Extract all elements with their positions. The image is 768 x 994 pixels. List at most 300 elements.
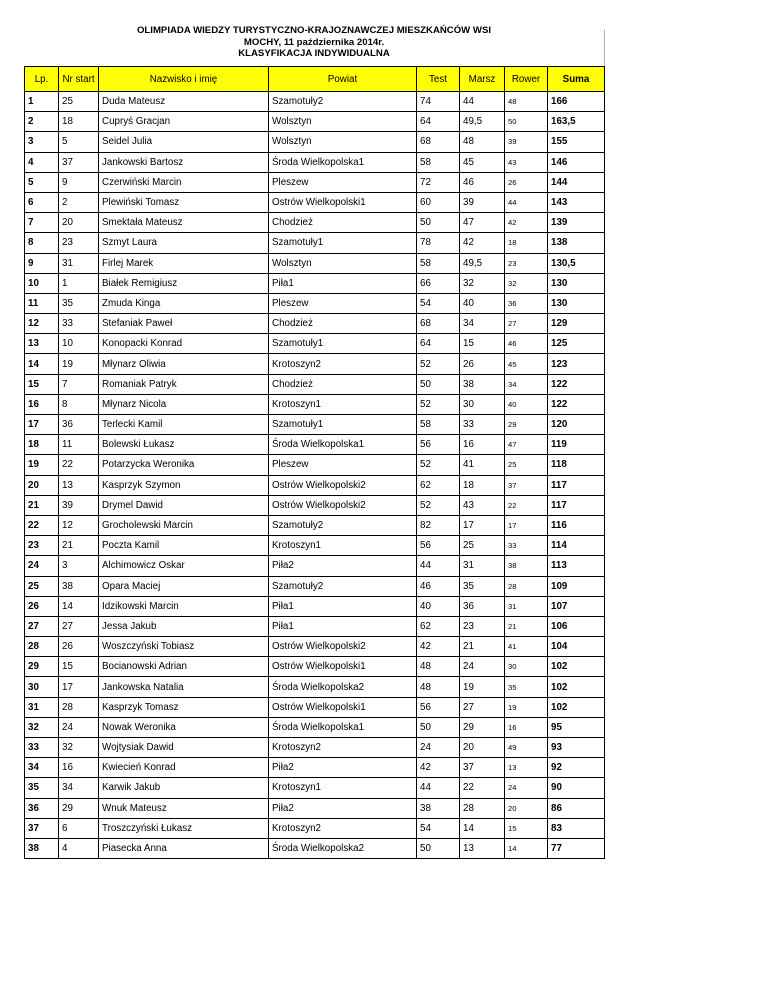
cell-rower: 43 [505, 152, 548, 172]
cell-test: 64 [417, 112, 460, 132]
cell-rower: 41 [505, 637, 548, 657]
cell-lp: 11 [25, 293, 59, 313]
col-header-name: Nazwisko i imię [99, 67, 269, 92]
cell-powiat: Piła2 [269, 556, 417, 576]
cell-powiat: Wolsztyn [269, 253, 417, 273]
cell-suma: 117 [548, 475, 605, 495]
cell-powiat: Pleszew [269, 455, 417, 475]
cell-powiat: Ostrów Wielkopolski2 [269, 475, 417, 495]
cell-rower: 49 [505, 738, 548, 758]
cell-powiat: Krotoszyn2 [269, 738, 417, 758]
results-table [24, 66, 605, 859]
cell-powiat: Szamotuły1 [269, 415, 417, 435]
cell-lp: 29 [25, 657, 59, 677]
cell-test: 68 [417, 132, 460, 152]
cell-powiat: Wolsztyn [269, 132, 417, 152]
cell-name: Karwik Jakub [99, 778, 269, 798]
cell-marsz: 29 [460, 717, 505, 737]
cell-suma: 125 [548, 334, 605, 354]
cell-test: 50 [417, 213, 460, 233]
cell-test: 72 [417, 172, 460, 192]
table-row [25, 838, 605, 858]
cell-marsz: 36 [460, 596, 505, 616]
cell-powiat: Szamotuły1 [269, 334, 417, 354]
cell-suma: 93 [548, 738, 605, 758]
cell-suma: 117 [548, 495, 605, 515]
cell-nr-start: 4 [59, 838, 99, 858]
table-row [25, 455, 605, 475]
cell-rower: 25 [505, 455, 548, 475]
cell-powiat: Szamotuły2 [269, 576, 417, 596]
table-row [25, 798, 605, 818]
cell-name: Kasprzyk Szymon [99, 475, 269, 495]
cell-suma: 146 [548, 152, 605, 172]
cell-nr-start: 5 [59, 132, 99, 152]
col-header-powiat: Powiat [269, 67, 417, 92]
col-header-marsz: Marsz [460, 67, 505, 92]
cell-powiat: Pleszew [269, 172, 417, 192]
cell-nr-start: 17 [59, 677, 99, 697]
cell-rower: 21 [505, 616, 548, 636]
cell-test: 46 [417, 576, 460, 596]
cell-lp: 12 [25, 314, 59, 334]
cell-marsz: 28 [460, 798, 505, 818]
cell-name: Jankowski Bartosz [99, 152, 269, 172]
cell-nr-start: 33 [59, 314, 99, 334]
cell-suma: 166 [548, 92, 605, 112]
cell-name: Bocianowski Adrian [99, 657, 269, 677]
cell-marsz: 41 [460, 455, 505, 475]
cell-rower: 48 [505, 92, 548, 112]
cell-nr-start: 16 [59, 758, 99, 778]
cell-powiat: Ostrów Wielkopolski1 [269, 697, 417, 717]
title-line-1: OLIMPIADA WIEDZY TURYSTYCZNO-KRAJOZNAWCZEJ MIESZKAŃCÓW WSI [136, 25, 492, 36]
cell-name: Wojtysiak Dawid [99, 738, 269, 758]
cell-powiat: Krotoszyn1 [269, 536, 417, 556]
cell-lp: 32 [25, 717, 59, 737]
cell-lp: 23 [25, 536, 59, 556]
cell-lp: 2 [25, 112, 59, 132]
cell-nr-start: 11 [59, 435, 99, 455]
table-row [25, 354, 605, 374]
cell-marsz: 48 [460, 132, 505, 152]
cell-lp: 37 [25, 818, 59, 838]
cell-powiat: Chodzież [269, 213, 417, 233]
cell-name: Zmuda Kinga [99, 293, 269, 313]
cell-powiat: Piła2 [269, 798, 417, 818]
cell-suma: 102 [548, 697, 605, 717]
cell-suma: 130,5 [548, 253, 605, 273]
cell-lp: 1 [25, 92, 59, 112]
cell-suma: 130 [548, 273, 605, 293]
cell-marsz: 23 [460, 616, 505, 636]
cell-name: Jessa Jakub [99, 616, 269, 636]
cell-rower: 22 [505, 495, 548, 515]
cell-powiat: Szamotuły1 [269, 233, 417, 253]
table-row [25, 132, 605, 152]
table-row [25, 394, 605, 414]
cell-suma: 139 [548, 213, 605, 233]
cell-suma: 102 [548, 677, 605, 697]
cell-marsz: 35 [460, 576, 505, 596]
cell-rower: 20 [505, 798, 548, 818]
cell-lp: 13 [25, 334, 59, 354]
cell-powiat: Piła1 [269, 616, 417, 636]
cell-nr-start: 38 [59, 576, 99, 596]
cell-name: Cupryś Gracjan [99, 112, 269, 132]
cell-nr-start: 35 [59, 293, 99, 313]
cell-powiat: Chodzież [269, 314, 417, 334]
table-row [25, 758, 605, 778]
cell-powiat: Pleszew [269, 293, 417, 313]
cell-powiat: Środa Wielkopolska2 [269, 838, 417, 858]
cell-powiat: Krotoszyn1 [269, 394, 417, 414]
table-row [25, 172, 605, 192]
cell-name: Nowak Weronika [99, 717, 269, 737]
cell-rower: 13 [505, 758, 548, 778]
cell-name: Firlej Marek [99, 253, 269, 273]
cell-nr-start: 26 [59, 637, 99, 657]
cell-lp: 35 [25, 778, 59, 798]
cell-suma: 114 [548, 536, 605, 556]
cell-test: 58 [417, 253, 460, 273]
cell-rower: 30 [505, 657, 548, 677]
cell-nr-start: 3 [59, 556, 99, 576]
cell-lp: 10 [25, 273, 59, 293]
cell-powiat: Piła1 [269, 273, 417, 293]
cell-name: Troszczyński Łukasz [99, 818, 269, 838]
cell-lp: 4 [25, 152, 59, 172]
cell-lp: 19 [25, 455, 59, 475]
results-body [25, 92, 605, 859]
cell-nr-start: 19 [59, 354, 99, 374]
table-row [25, 657, 605, 677]
cell-nr-start: 6 [59, 818, 99, 838]
cell-nr-start: 20 [59, 213, 99, 233]
cell-name: Kasprzyk Tomasz [99, 697, 269, 717]
cell-name: Duda Mateusz [99, 92, 269, 112]
cell-nr-start: 18 [59, 112, 99, 132]
cell-name: Młynarz Nicola [99, 394, 269, 414]
cell-nr-start: 24 [59, 717, 99, 737]
title-line-3: KLASYFIKACJA INDYWIDUALNA [238, 48, 390, 59]
cell-nr-start: 12 [59, 515, 99, 535]
cell-suma: 86 [548, 798, 605, 818]
cell-powiat: Wolsztyn [269, 112, 417, 132]
cell-powiat: Szamotuły2 [269, 92, 417, 112]
cell-suma: 77 [548, 838, 605, 858]
cell-test: 44 [417, 556, 460, 576]
table-row [25, 596, 605, 616]
cell-rower: 26 [505, 172, 548, 192]
cell-powiat: Ostrów Wielkopolski1 [269, 192, 417, 212]
cell-nr-start: 13 [59, 475, 99, 495]
table-row [25, 374, 605, 394]
cell-test: 58 [417, 152, 460, 172]
cell-lp: 28 [25, 637, 59, 657]
cell-rower: 29 [505, 415, 548, 435]
cell-name: Romaniak Patryk [99, 374, 269, 394]
cell-rower: 18 [505, 233, 548, 253]
cell-name: Woszczyński Tobiasz [99, 637, 269, 657]
table-row [25, 738, 605, 758]
cell-marsz: 49,5 [460, 253, 505, 273]
cell-marsz: 32 [460, 273, 505, 293]
cell-lp: 18 [25, 435, 59, 455]
cell-rower: 42 [505, 213, 548, 233]
cell-lp: 9 [25, 253, 59, 273]
document-title [24, 25, 604, 60]
cell-marsz: 22 [460, 778, 505, 798]
cell-lp: 24 [25, 556, 59, 576]
cell-lp: 33 [25, 738, 59, 758]
table-row [25, 112, 605, 132]
cell-name: Smektała Mateusz [99, 213, 269, 233]
table-row [25, 415, 605, 435]
cell-lp: 8 [25, 233, 59, 253]
cell-test: 42 [417, 637, 460, 657]
cell-suma: 106 [548, 616, 605, 636]
cell-lp: 15 [25, 374, 59, 394]
table-row [25, 818, 605, 838]
cell-lp: 26 [25, 596, 59, 616]
cell-name: Wnuk Mateusz [99, 798, 269, 818]
cell-marsz: 13 [460, 838, 505, 858]
cell-suma: 130 [548, 293, 605, 313]
cell-marsz: 37 [460, 758, 505, 778]
cell-nr-start: 36 [59, 415, 99, 435]
cell-nr-start: 7 [59, 374, 99, 394]
cell-powiat: Krotoszyn2 [269, 818, 417, 838]
cell-test: 38 [417, 798, 460, 818]
cell-suma: 116 [548, 515, 605, 535]
cell-nr-start: 10 [59, 334, 99, 354]
cell-powiat: Piła2 [269, 758, 417, 778]
cell-lp: 27 [25, 616, 59, 636]
cell-suma: 113 [548, 556, 605, 576]
cell-test: 66 [417, 273, 460, 293]
cell-lp: 14 [25, 354, 59, 374]
cell-rower: 44 [505, 192, 548, 212]
cell-marsz: 24 [460, 657, 505, 677]
cell-test: 82 [417, 515, 460, 535]
cell-name: Stefaniak Paweł [99, 314, 269, 334]
table-row [25, 293, 605, 313]
cell-lp: 21 [25, 495, 59, 515]
table-row [25, 637, 605, 657]
cell-rower: 50 [505, 112, 548, 132]
cell-name: Piasecka Anna [99, 838, 269, 858]
cell-nr-start: 2 [59, 192, 99, 212]
cell-test: 60 [417, 192, 460, 212]
cell-name: Kwiecień Konrad [99, 758, 269, 778]
cell-lp: 6 [25, 192, 59, 212]
cell-lp: 16 [25, 394, 59, 414]
cell-name: Idzikowski Marcin [99, 596, 269, 616]
table-row [25, 495, 605, 515]
cell-test: 48 [417, 677, 460, 697]
cell-powiat: Ostrów Wielkopolski2 [269, 637, 417, 657]
table-row [25, 253, 605, 273]
cell-suma: 92 [548, 758, 605, 778]
cell-name: Poczta Kamil [99, 536, 269, 556]
cell-suma: 122 [548, 394, 605, 414]
cell-marsz: 20 [460, 738, 505, 758]
cell-suma: 83 [548, 818, 605, 838]
cell-marsz: 18 [460, 475, 505, 495]
cell-name: Seidel Julia [99, 132, 269, 152]
cell-rower: 19 [505, 697, 548, 717]
cell-nr-start: 27 [59, 616, 99, 636]
cell-powiat: Środa Wielkopolska1 [269, 717, 417, 737]
cell-marsz: 14 [460, 818, 505, 838]
cell-lp: 30 [25, 677, 59, 697]
cell-marsz: 46 [460, 172, 505, 192]
cell-powiat: Środa Wielkopolska1 [269, 152, 417, 172]
cell-powiat: Krotoszyn2 [269, 354, 417, 374]
cell-test: 50 [417, 374, 460, 394]
table-row [25, 536, 605, 556]
cell-test: 48 [417, 657, 460, 677]
cell-nr-start: 31 [59, 253, 99, 273]
table-row [25, 213, 605, 233]
table-row [25, 697, 605, 717]
cell-nr-start: 28 [59, 697, 99, 717]
table-row [25, 576, 605, 596]
table-row [25, 515, 605, 535]
table-row [25, 314, 605, 334]
cell-test: 50 [417, 717, 460, 737]
cell-test: 56 [417, 536, 460, 556]
cell-rower: 35 [505, 677, 548, 697]
cell-suma: 90 [548, 778, 605, 798]
cell-test: 54 [417, 818, 460, 838]
table-row [25, 233, 605, 253]
cell-suma: 95 [548, 717, 605, 737]
cell-lp: 7 [25, 213, 59, 233]
table-row [25, 616, 605, 636]
cell-suma: 102 [548, 657, 605, 677]
cell-rower: 34 [505, 374, 548, 394]
cell-powiat: Chodzież [269, 374, 417, 394]
cell-marsz: 27 [460, 697, 505, 717]
cell-marsz: 31 [460, 556, 505, 576]
cell-lp: 22 [25, 515, 59, 535]
cell-rower: 47 [505, 435, 548, 455]
cell-lp: 34 [25, 758, 59, 778]
col-header-test: Test [417, 67, 460, 92]
cell-marsz: 49,5 [460, 112, 505, 132]
table-row [25, 334, 605, 354]
cell-rower: 24 [505, 778, 548, 798]
cell-rower: 45 [505, 354, 548, 374]
cell-nr-start: 22 [59, 455, 99, 475]
cell-name: Plewiński Tomasz [99, 192, 269, 212]
cell-rower: 23 [505, 253, 548, 273]
cell-marsz: 33 [460, 415, 505, 435]
cell-suma: 118 [548, 455, 605, 475]
cell-suma: 104 [548, 637, 605, 657]
cell-lp: 5 [25, 172, 59, 192]
cell-marsz: 39 [460, 192, 505, 212]
cell-rower: 38 [505, 556, 548, 576]
cell-lp: 20 [25, 475, 59, 495]
cell-suma: 155 [548, 132, 605, 152]
table-row [25, 717, 605, 737]
cell-powiat: Szamotuły2 [269, 515, 417, 535]
cell-lp: 36 [25, 798, 59, 818]
cell-marsz: 30 [460, 394, 505, 414]
cell-lp: 3 [25, 132, 59, 152]
cell-name: Białek Remigiusz [99, 273, 269, 293]
cell-powiat: Piła1 [269, 596, 417, 616]
cell-test: 62 [417, 616, 460, 636]
cell-name: Alchimowicz Oskar [99, 556, 269, 576]
col-header-lp: Lp. [25, 67, 59, 92]
cell-name: Młynarz Oliwia [99, 354, 269, 374]
table-row [25, 475, 605, 495]
cell-test: 74 [417, 92, 460, 112]
cell-name: Konopacki Konrad [99, 334, 269, 354]
cell-marsz: 17 [460, 515, 505, 535]
cell-nr-start: 8 [59, 394, 99, 414]
cell-suma: 144 [548, 172, 605, 192]
cell-marsz: 19 [460, 677, 505, 697]
cell-rower: 33 [505, 536, 548, 556]
cell-nr-start: 9 [59, 172, 99, 192]
col-header-nr-start: Nr start [59, 67, 99, 92]
cell-suma: 163,5 [548, 112, 605, 132]
cell-marsz: 38 [460, 374, 505, 394]
cell-name: Bolewski Łukasz [99, 435, 269, 455]
cell-lp: 25 [25, 576, 59, 596]
cell-suma: 119 [548, 435, 605, 455]
cell-test: 58 [417, 415, 460, 435]
cell-marsz: 40 [460, 293, 505, 313]
cell-powiat: Środa Wielkopolska2 [269, 677, 417, 697]
cell-rower: 37 [505, 475, 548, 495]
cell-rower: 14 [505, 838, 548, 858]
cell-rower: 27 [505, 314, 548, 334]
cell-marsz: 16 [460, 435, 505, 455]
col-header-suma: Suma [548, 67, 605, 92]
cell-test: 54 [417, 293, 460, 313]
cell-test: 62 [417, 475, 460, 495]
cell-marsz: 43 [460, 495, 505, 515]
cell-powiat: Ostrów Wielkopolski1 [269, 657, 417, 677]
cell-nr-start: 32 [59, 738, 99, 758]
cell-suma: 120 [548, 415, 605, 435]
cell-suma: 122 [548, 374, 605, 394]
cell-lp: 31 [25, 697, 59, 717]
cell-powiat: Ostrów Wielkopolski2 [269, 495, 417, 515]
table-row [25, 152, 605, 172]
cell-marsz: 42 [460, 233, 505, 253]
cell-rower: 36 [505, 293, 548, 313]
table-row [25, 92, 605, 112]
cell-nr-start: 25 [59, 92, 99, 112]
cell-suma: 107 [548, 596, 605, 616]
cell-suma: 138 [548, 233, 605, 253]
table-row [25, 778, 605, 798]
cell-test: 44 [417, 778, 460, 798]
cell-test: 78 [417, 233, 460, 253]
cell-rower: 15 [505, 818, 548, 838]
cell-marsz: 44 [460, 92, 505, 112]
table-row [25, 273, 605, 293]
cell-test: 24 [417, 738, 460, 758]
cell-suma: 143 [548, 192, 605, 212]
